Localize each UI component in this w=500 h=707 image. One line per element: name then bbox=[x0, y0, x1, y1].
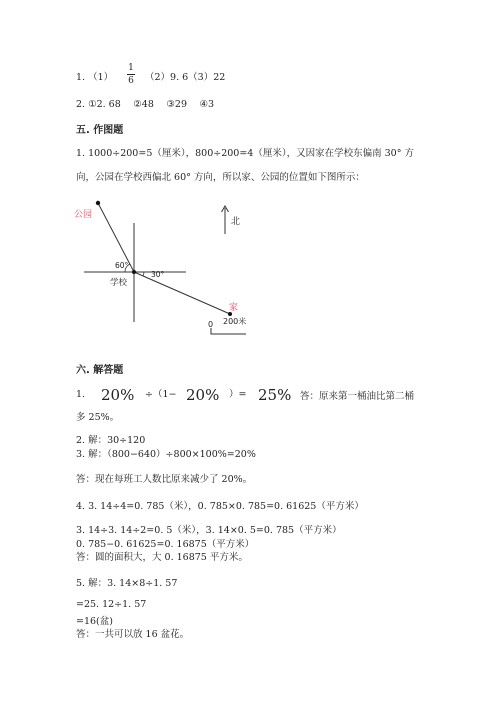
angle-30-label: 30° bbox=[151, 270, 165, 279]
scale-zero-label: 0 bbox=[208, 320, 214, 329]
q6-answer: 答：一共可以放 16 盆花。 bbox=[76, 629, 190, 640]
fraction-numerator: 1 bbox=[128, 63, 134, 73]
q4-line: 4. 3. 14÷4=0. 785（米），0. 785×0. 785=0. 61625（平方米） bbox=[76, 501, 364, 512]
q6-line-3: =16(盆) bbox=[76, 616, 113, 627]
q5-line-1: 3. 14÷3. 14÷2=0. 5（米），3. 14×0. 5=0. 785（平方米） bbox=[76, 525, 342, 536]
school-label: 学校 bbox=[110, 278, 128, 288]
q1-operator-2: ）= bbox=[229, 389, 247, 400]
q5-line-2: 0. 785−0. 61625=0. 16875（平方米） bbox=[76, 539, 255, 550]
section-heading-drawing: 五. 作图题 bbox=[76, 125, 124, 136]
q1-number: 1. bbox=[76, 389, 86, 400]
answer-line-1-suffix: （2）9. 6（3）22 bbox=[145, 72, 226, 83]
q6-line-2: =25. 12÷1. 57 bbox=[76, 599, 147, 610]
q1-value-1: 20% bbox=[101, 386, 135, 404]
scale-distance-label: 200米 bbox=[223, 317, 247, 326]
drawing-paragraph-line-2: 向，公园在学校西偏北 60° 方向，所以家、公园的位置如下图所示： bbox=[76, 172, 365, 183]
q3-line: 3. 解：（800−640）÷800×100%=20% bbox=[76, 449, 256, 460]
angle-30-arc bbox=[143, 272, 144, 276]
park-point bbox=[96, 201, 100, 205]
q1-value-3: 25% bbox=[258, 386, 292, 404]
angle-60-label: 60° bbox=[115, 261, 129, 270]
q1-operator-1: ÷（1− bbox=[145, 389, 177, 400]
q1-value-2: 20% bbox=[186, 386, 220, 404]
q6-line-1: 5. 解：3. 14×8÷1. 57 bbox=[76, 578, 178, 589]
q5-answer: 答：圆的面积大，大 0. 16875 平方米。 bbox=[76, 552, 248, 563]
north-label: 北 bbox=[231, 217, 241, 227]
section-heading-solutions: 六. 解答题 bbox=[76, 365, 124, 376]
answer-line-2: 2. ①2. 68 ②48 ③29 ④3 bbox=[76, 99, 215, 110]
park-label: 公园 bbox=[74, 210, 93, 220]
q3-answer: 答：现在每班工人数比原来减少了 20%。 bbox=[76, 474, 253, 485]
scale-bar bbox=[211, 328, 246, 334]
q1-answer-continued: 多 25%。 bbox=[76, 412, 120, 423]
home-label: 家 bbox=[229, 303, 239, 313]
drawing-paragraph-line-1: 1. 1000÷200=5（厘米），800÷200=4（厘米），又因家在学校东偏南 30° 方 bbox=[76, 148, 414, 159]
fraction-denominator: 6 bbox=[128, 76, 134, 86]
q2-line: 2. 解：30÷120 bbox=[76, 435, 146, 446]
home-direction-line bbox=[134, 272, 230, 314]
q1-answer: 答：原来第一桶油比第二桶 bbox=[300, 391, 415, 402]
answer-line-1-prefix: 1. （1） bbox=[76, 72, 114, 83]
school-point bbox=[132, 270, 136, 274]
